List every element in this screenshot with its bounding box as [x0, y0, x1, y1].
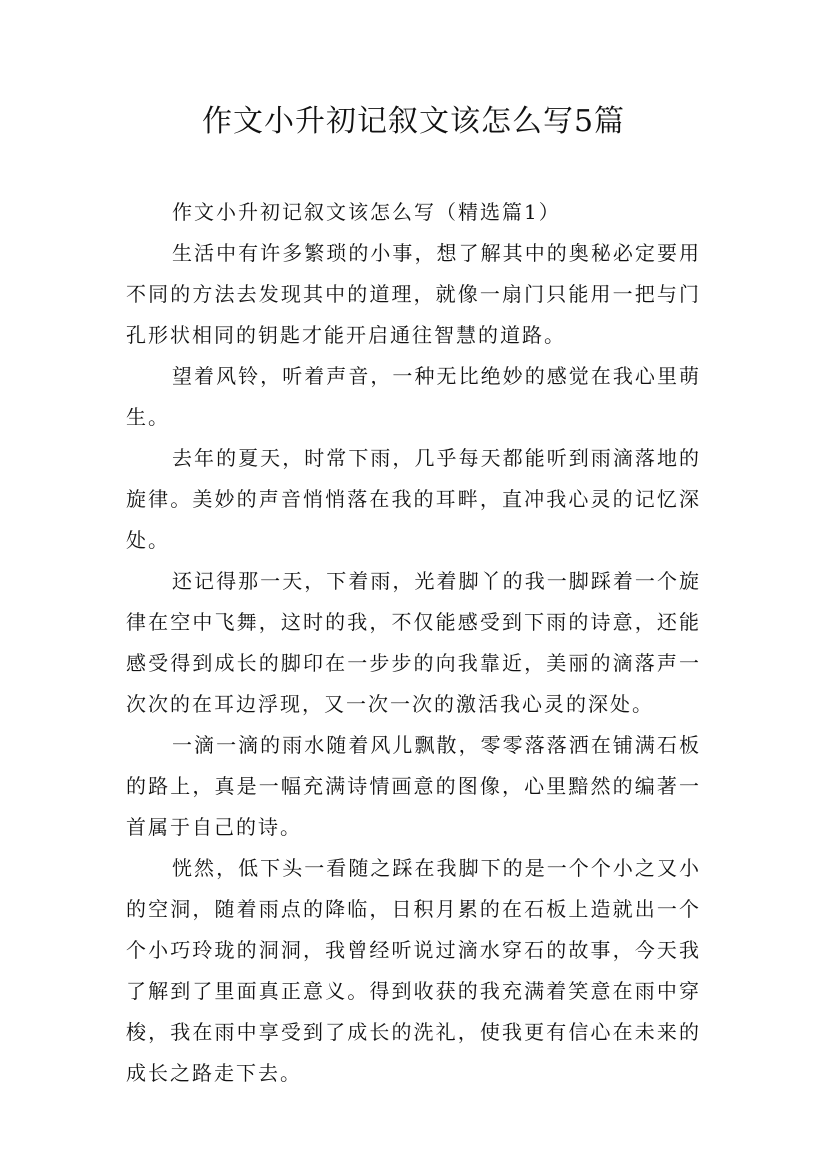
paragraph: 望着风铃，听着声音，一种无比绝妙的感觉在我心里萌生。: [126, 364, 701, 429]
document-body: [126, 192, 701, 1094]
paragraph: 去年的夏天，时常下雨，几乎每天都能听到雨滴落地的旋律。美妙的声音悄悄落在我的耳畔，直冲我心灵的记忆深处。: [126, 446, 701, 552]
paragraph: 生活中有许多繁琐的小事，想了解其中的奥秘必定要用不同的方法去发现其中的道理，就像一扇门只能用一把与门孔形状相同的钥匙才能开启通往智慧的道路。: [126, 241, 701, 347]
section-heading: 作文小升初记叙文该怎么写（精选篇1）: [172, 200, 561, 224]
paragraph: 还记得那一天，下着雨，光着脚丫的我一脚踩着一个旋律在空中飞舞，这时的我，不仅能感受到下雨的诗意，还能感受得到成长的脚印在一步步的向我靠近，美丽的滴落声一次次的在耳边浮现，又一次一次的激活我心灵的深处。: [126, 569, 701, 716]
document-title: 作文小升初记叙文该怎么写5篇: [201, 104, 626, 139]
paragraph: 恍然，低下头一看随之踩在我脚下的是一个个小之又小的空洞，随着雨点的降临，日积月累的在石板上造就出一个个小巧玲珑的洞洞，我曾经听说过滴水穿石的故事，今天我了解到了里面真正意义。得到收获的我充满着笑意在雨中穿梭，我在雨中享受到了成长的洗礼，使我更有信心在未来的成长之路走下去。: [126, 856, 701, 1085]
paragraph: 一滴一滴的雨水随着风儿飘散，零零落落洒在铺满石板的路上，真是一幅充满诗情画意的图像，心里黯然的编著一首属于自己的诗。: [126, 733, 701, 839]
